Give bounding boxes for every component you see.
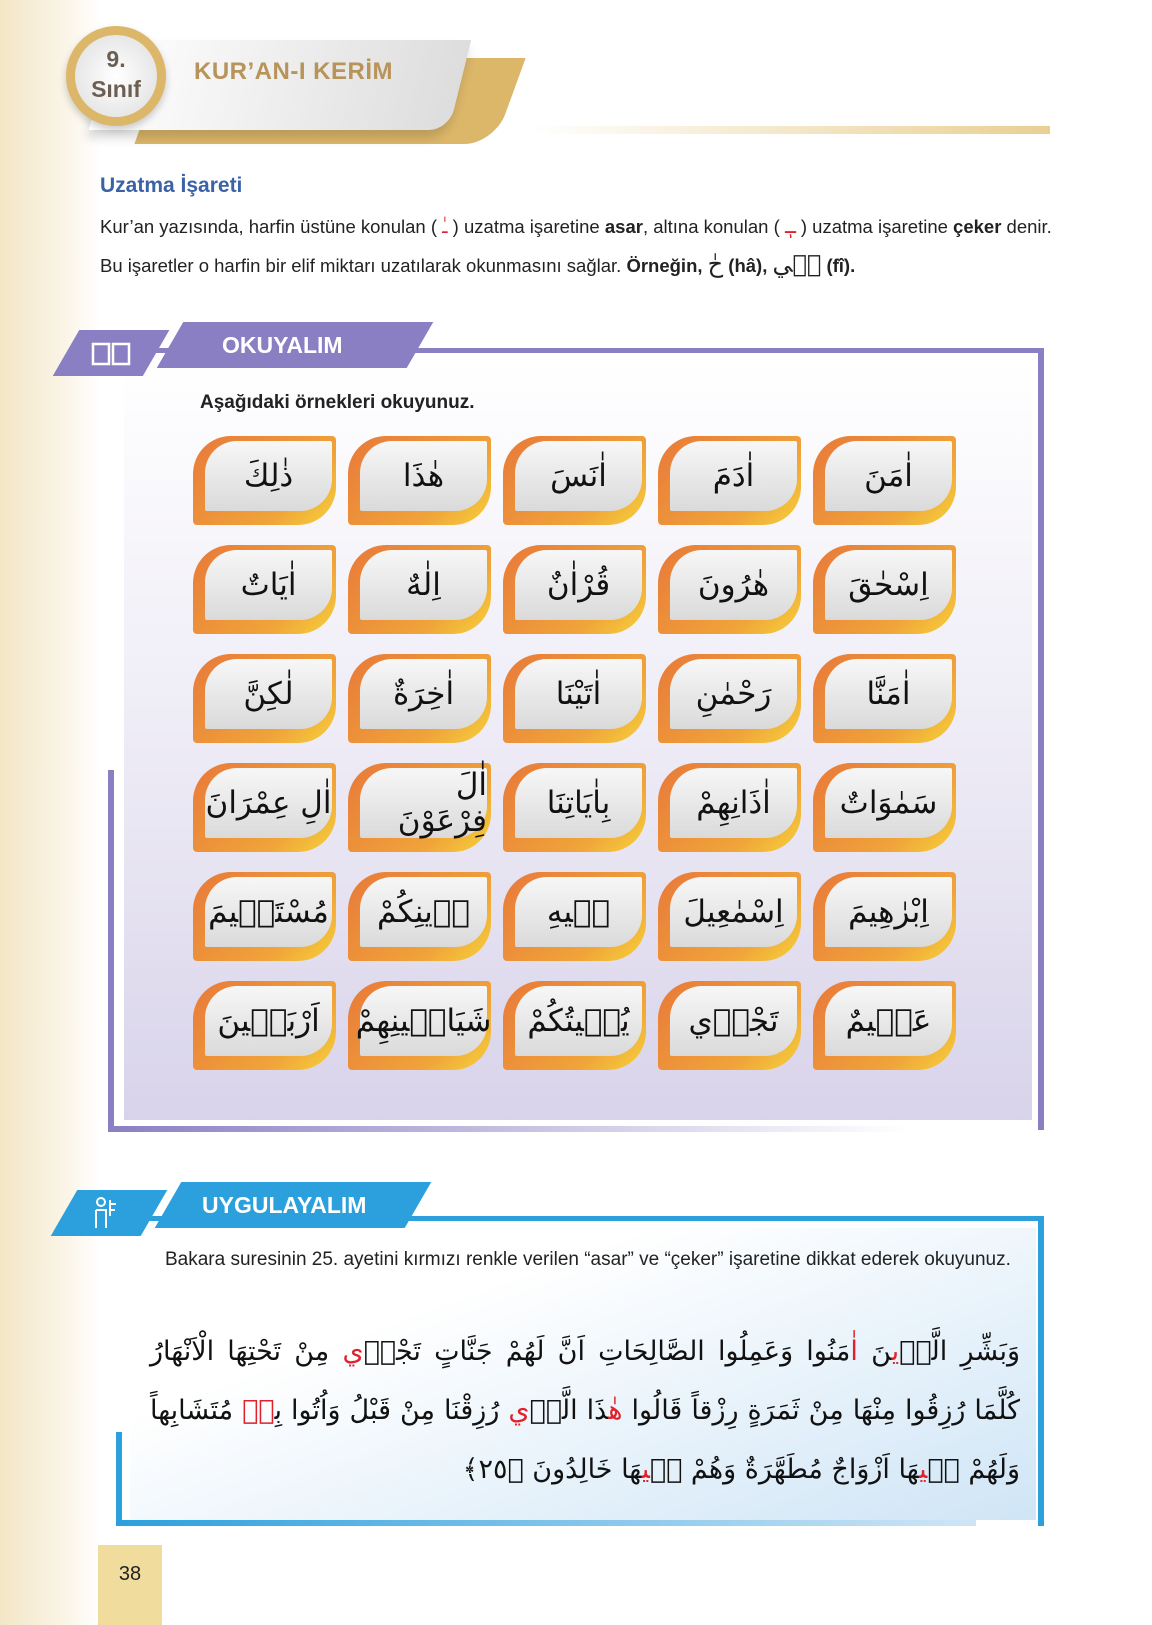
word-text: بِاٰيَاتِنَا: [515, 768, 642, 838]
word-text: شَيَاطٖينِهِمْ: [360, 986, 487, 1056]
verse-segment: نَ: [857, 1336, 892, 1367]
verse-segment: كُلَّمَا رُزِقُوا مِنْهَا مِنْ ثَمَرَةٍ رِزْقاً قَالُوا: [622, 1395, 1021, 1426]
example-ha: حٰ: [707, 250, 724, 278]
example-fi-reading: (fî).: [821, 255, 856, 276]
grade-number: 9.: [106, 46, 126, 72]
word-text: اٰيَاتٌ: [205, 550, 332, 620]
word-tile: [193, 981, 336, 1070]
term-ceker: çeker: [953, 216, 1002, 237]
word-tile: [193, 654, 336, 743]
text: ) uzatma işaretine: [795, 216, 954, 237]
word-tile: [503, 981, 646, 1070]
header-divider: [530, 126, 1050, 134]
word-text: قُرْاٰنٌ: [515, 550, 642, 620]
word-tile: [503, 872, 646, 961]
word-text: تَجْرٖي: [670, 986, 797, 1056]
word-tile: [503, 654, 646, 743]
word-tile: [348, 981, 491, 1070]
text: denir. Bu işaretler o harfin bir elif miktarı uzatılarak okunmasını sağlar.: [100, 216, 1052, 276]
word-tile: [193, 545, 336, 634]
uygulayalim-frame-left: [116, 1432, 122, 1522]
example-ha-reading: (hâ),: [723, 255, 773, 276]
text: ) uzatma işaretine: [447, 216, 605, 237]
word-text: يُمٖيتُكُمْ: [515, 986, 642, 1056]
word-text: ذٰلِكَ: [205, 441, 332, 511]
word-text: اِلٰهٌ: [360, 550, 487, 620]
grade-badge: [66, 26, 166, 126]
text: , altına konulan (: [642, 216, 785, 237]
okuyalim-frame-bottom: [108, 1126, 908, 1132]
highlighted-sign: ي: [919, 1454, 928, 1485]
word-text: عَلٖيمٌ: [825, 986, 952, 1056]
word-text: هٰرُونَ: [670, 550, 797, 620]
word-text: اٰخِرَةٌ: [360, 659, 487, 729]
word-tile: [813, 654, 956, 743]
word-text: هٰذَا: [360, 441, 487, 511]
word-tile: [813, 981, 956, 1070]
page-number: 38: [98, 1545, 162, 1625]
term-asar: asar: [604, 216, 643, 237]
section-paragraph: [100, 208, 1060, 284]
asar-sign: ـٰ: [442, 217, 448, 238]
verse-segment: هَا اَزْوَاجٌ مُطَهَّرَةٌ وَهُمْ فٖ: [649, 1454, 920, 1485]
word-tile: [658, 654, 801, 743]
grade-label: Sınıf: [91, 76, 141, 102]
word-tile: [193, 872, 336, 961]
okuyalim-title: OKUYALIM: [222, 332, 343, 358]
word-text: اِسْحٰقَ: [825, 550, 952, 620]
word-tile: [658, 545, 801, 634]
word-text: اَرْبَعٖينَ: [205, 986, 332, 1056]
highlighted-sign: ٖي: [891, 1336, 900, 1367]
word-tile: [348, 872, 491, 961]
word-tile: [813, 436, 956, 525]
word-text: اٰتَيْنَا: [515, 659, 642, 729]
verse-line: [150, 1322, 1020, 1381]
word-text: اٰنَسَ: [515, 441, 642, 511]
word-tile: [813, 763, 956, 852]
word-text: اٰذَانِهِمْ: [670, 768, 797, 838]
word-tile: [193, 763, 336, 852]
highlighted-sign: ٖي: [508, 1395, 530, 1426]
word-tile: [503, 763, 646, 852]
highlighted-sign: هٖ: [242, 1395, 275, 1426]
verse-line: [150, 1440, 1020, 1499]
uygulayalim-instruction: Bakara suresinin 25. ayetini kırmızı renkle verilen “asar” ve “çeker” işaretine dikkat ederek okuyunuz.: [165, 1249, 1011, 1270]
word-text: لٰكِنَّ: [205, 659, 332, 729]
word-tile: [813, 872, 956, 961]
text: Kur’an yazısında, harfin üstüne konulan (: [100, 216, 443, 237]
word-text: اِبْرٰهِيمَ: [825, 877, 952, 947]
verse-segment: رُزِقْنَا مِنْ قَبْلُ وَاُتُوا بِ: [274, 1395, 509, 1426]
word-text: مُسْتَقٖيمَ: [205, 877, 332, 947]
page-margin-strip: [0, 0, 100, 1625]
word-text: اِسْمٰعِيلَ: [670, 877, 797, 947]
highlighted-sign: ي: [641, 1454, 650, 1485]
word-tile: [503, 545, 646, 634]
highlighted-sign: هٰ: [608, 1395, 623, 1426]
word-tile: [503, 436, 646, 525]
word-text: اٰمَنَ: [825, 441, 952, 511]
verse-text: [150, 1322, 1020, 1499]
word-tile: [658, 981, 801, 1070]
word-tile: [348, 436, 491, 525]
uygulayalim-frame-bottom: [116, 1520, 976, 1526]
word-text: رَحْمٰنِ: [670, 659, 797, 729]
verse-segment: هَا خَالِدُونَ ﴿٢٥﴾: [462, 1454, 642, 1485]
example-fi: فٖي: [772, 250, 822, 278]
book-title: KUR’AN-I KERİM: [194, 58, 393, 85]
verse-segment: مَنُوا وَعَمِلُوا الصَّالِحَاتِ اَنَّ لَهُمْ جَنَّاتٍ تَجْر: [363, 1336, 851, 1367]
verse-segment: مُتَشَابِهاً: [150, 1395, 243, 1426]
verse-segment: وَلَهُمْ فٖ: [927, 1454, 1020, 1485]
word-tile: [348, 763, 491, 852]
word-grid: [190, 436, 956, 1070]
highlighted-sign: اٰ: [850, 1336, 858, 1367]
word-tile: [658, 872, 801, 961]
verse-line: [150, 1381, 1020, 1440]
uygulayalim-title: UYGULAYALIM: [202, 1192, 367, 1218]
example-label: Örneğin,: [626, 255, 703, 276]
verse-segment: ذَا الَّذ: [529, 1395, 609, 1426]
word-text: اٰدَمَ: [670, 441, 797, 511]
word-text: فٖيهِ: [515, 877, 642, 947]
word-text: اٰمَنَّا: [825, 659, 952, 729]
word-text: اٰلَ فِرْعَوْنَ: [360, 768, 487, 838]
word-tile: [348, 654, 491, 743]
word-tile: [658, 436, 801, 525]
word-text: دٖينِكُمْ: [360, 877, 487, 947]
okuyalim-instruction: Aşağıdaki örnekleri okuyunuz.: [200, 392, 475, 413]
word-text: اٰلِ عِمْرَانَ: [205, 768, 332, 838]
verse-segment: وَبَشِّرِ الَّذ: [899, 1336, 1021, 1367]
word-tile: [348, 545, 491, 634]
section-title: Uzatma İşareti: [100, 174, 243, 197]
word-text: سَمٰوَاتٌ: [825, 768, 952, 838]
word-tile: [658, 763, 801, 852]
ceker-sign: ـٖ: [784, 217, 796, 238]
word-tile: [193, 436, 336, 525]
okuyalim-frame-left: [108, 770, 114, 1132]
word-tile: [813, 545, 956, 634]
verse-segment: مِنْ تَحْتِهَا الْاَنْهَارُ: [150, 1336, 343, 1367]
highlighted-sign: ٖي: [342, 1336, 364, 1367]
